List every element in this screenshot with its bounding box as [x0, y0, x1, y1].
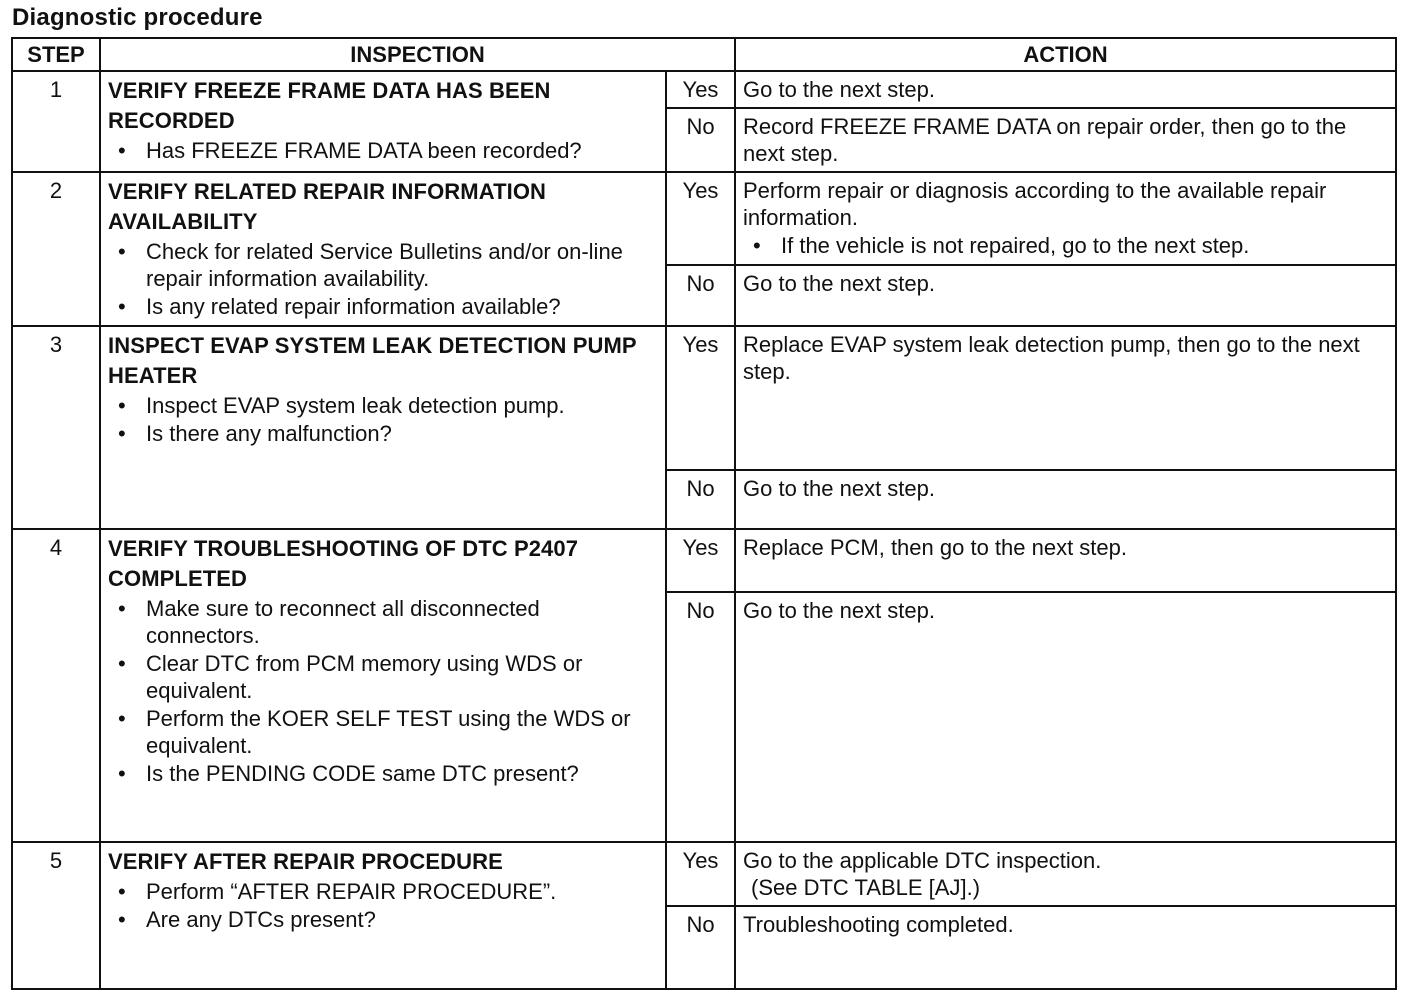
- list-item: • Perform the KOER SELF TEST using the WDS or equivalent.: [118, 706, 631, 758]
- inspection-cell: [100, 326, 666, 529]
- inspection-bullets: [108, 595, 659, 787]
- yes-action-cell: [735, 842, 1396, 906]
- step-number: 2: [12, 172, 100, 326]
- list-item: • Is the PENDING CODE same DTC present?: [118, 761, 579, 786]
- inspection-bullets: [108, 238, 659, 320]
- inspection-title: VERIFY AFTER REPAIR PROCEDURE: [108, 849, 503, 874]
- list-item: • Inspect EVAP system leak detection pump.: [118, 393, 565, 418]
- inspection-title: VERIFY FREEZE FRAME DATA HAS BEEN RECORDED: [108, 78, 551, 133]
- list-item: • Perform “AFTER REPAIR PROCEDURE”.: [118, 879, 557, 904]
- list-item: • Clear DTC from PCM memory using WDS or equivalent.: [118, 651, 583, 703]
- step-number: 4: [12, 529, 100, 842]
- yes-action-note: (See DTC TABLE [AJ].): [751, 875, 981, 900]
- list-item: • Has FREEZE FRAME DATA been recorded?: [118, 138, 582, 163]
- table-row: [12, 529, 1396, 592]
- yes-action: Perform repair or diagnosis according to the available repair information.: [743, 178, 1327, 230]
- list-item: • If the vehicle is not repaired, go to the next step.: [753, 233, 1250, 258]
- no-label: No: [666, 265, 735, 326]
- yes-action: Go to the applicable DTC inspection.: [743, 848, 1102, 873]
- no-label: No: [666, 470, 735, 529]
- table-row: [12, 71, 1396, 108]
- inspection-cell: [100, 529, 666, 842]
- list-item: • Make sure to reconnect all disconnected connectors.: [118, 596, 540, 648]
- inspection-title: VERIFY TROUBLESHOOTING OF DTC P2407 COMPLETED: [108, 536, 579, 591]
- inspection-bullets: [108, 878, 659, 933]
- no-label: No: [666, 906, 735, 989]
- inspection-title: INSPECT EVAP SYSTEM LEAK DETECTION PUMP HEATER: [108, 333, 637, 388]
- yes-label: Yes: [666, 529, 735, 592]
- inspection-title: VERIFY RELATED REPAIR INFORMATION AVAILABILITY: [108, 179, 547, 234]
- header-action: ACTION: [735, 38, 1396, 71]
- table-row: [12, 172, 1396, 265]
- inspection-cell: [100, 842, 666, 989]
- table-row: [12, 326, 1396, 470]
- header-inspection: INSPECTION: [100, 38, 735, 71]
- no-action: Go to the next step.: [735, 265, 1396, 326]
- yes-label: Yes: [666, 71, 735, 108]
- step-number: 3: [12, 326, 100, 529]
- step-number: 5: [12, 842, 100, 989]
- no-action: Go to the next step.: [735, 470, 1396, 529]
- page-title: Diagnostic procedure: [12, 4, 263, 31]
- no-action: Record FREEZE FRAME DATA on repair order, then go to the next step.: [735, 108, 1396, 172]
- list-item: • Is any related repair information available?: [118, 294, 561, 319]
- yes-action: Go to the next step.: [735, 71, 1396, 108]
- inspection-cell: [100, 71, 666, 172]
- list-item: • Check for related Service Bulletins and/or on-line repair information availability.: [118, 239, 623, 291]
- yes-label: Yes: [666, 842, 735, 906]
- no-label: No: [666, 108, 735, 172]
- yes-action: Replace EVAP system leak detection pump, then go to the next step.: [735, 326, 1396, 470]
- table-row: [12, 842, 1396, 906]
- inspection-cell: [100, 172, 666, 326]
- no-action: Troubleshooting completed.: [735, 906, 1396, 989]
- table-header-row: [12, 38, 1396, 71]
- list-item: • Is there any malfunction?: [118, 421, 392, 446]
- no-action: Go to the next step.: [735, 592, 1396, 842]
- inspection-bullets: [108, 137, 659, 164]
- yes-label: Yes: [666, 326, 735, 470]
- action-bullets: [743, 232, 1387, 259]
- step-number: 1: [12, 71, 100, 172]
- no-label: No: [666, 592, 735, 842]
- yes-action-cell: [735, 172, 1396, 265]
- yes-action: Replace PCM, then go to the next step.: [735, 529, 1396, 592]
- header-step: STEP: [12, 38, 100, 71]
- yes-label: Yes: [666, 172, 735, 265]
- list-item: • Are any DTCs present?: [118, 907, 376, 932]
- inspection-bullets: [108, 392, 659, 447]
- diagnostic-table: [11, 37, 1397, 990]
